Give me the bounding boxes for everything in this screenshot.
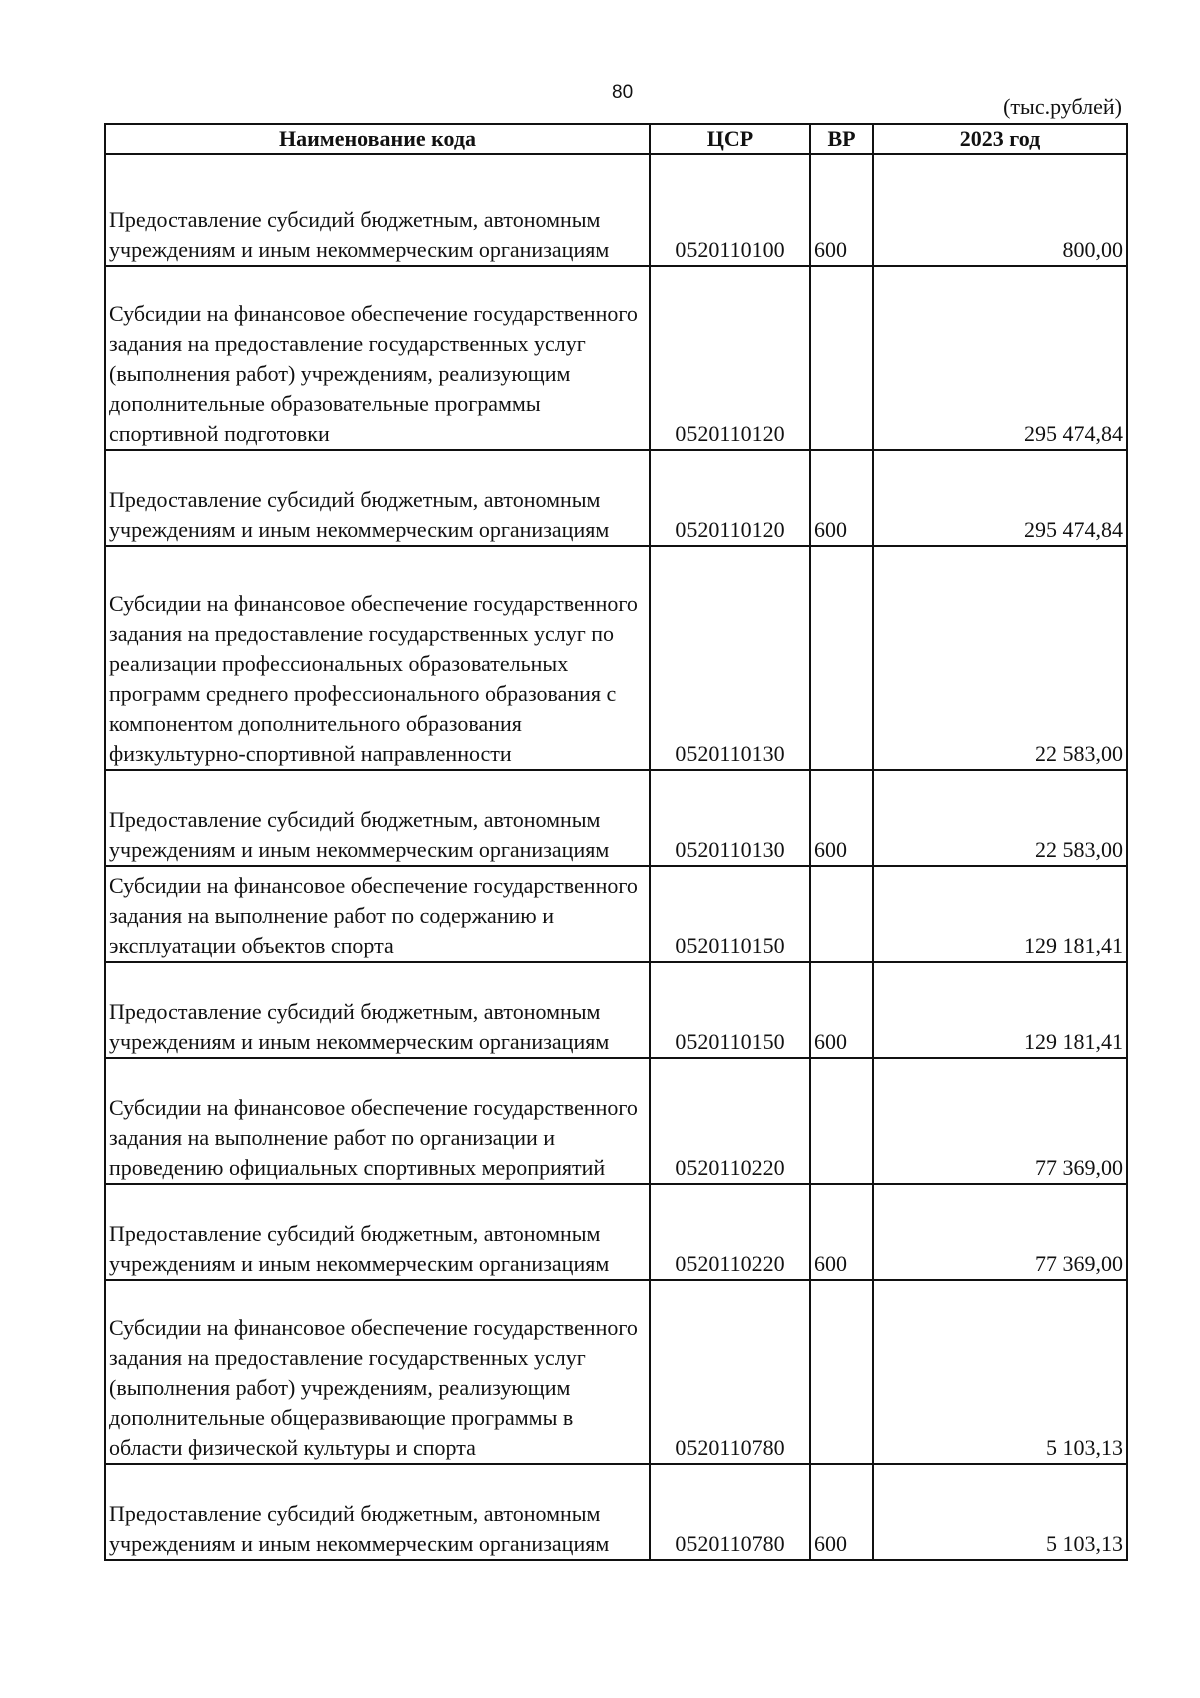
table-row bbox=[105, 154, 1127, 266]
row-sum: 295 474,84 bbox=[873, 450, 1127, 546]
row-name: Предоставление субсидий бюджетным, автономным учреждениям и иным некоммерческим организациям bbox=[105, 450, 650, 546]
row-sum: 77 369,00 bbox=[873, 1058, 1127, 1184]
row-csr: 0520110100 bbox=[650, 154, 810, 266]
row-vr: 600 bbox=[810, 1464, 873, 1560]
row-sum: 295 474,84 bbox=[873, 266, 1127, 450]
row-csr: 0520110780 bbox=[650, 1280, 810, 1464]
row-vr bbox=[810, 266, 873, 450]
row-vr: 600 bbox=[810, 1184, 873, 1280]
table-row bbox=[105, 1280, 1127, 1464]
row-csr: 0520110130 bbox=[650, 770, 810, 866]
table-row bbox=[105, 1184, 1127, 1280]
header-csr: ЦСР bbox=[650, 124, 810, 154]
row-csr: 0520110120 bbox=[650, 266, 810, 450]
page-number: 80 bbox=[612, 82, 634, 103]
header-name: Наименование кода bbox=[105, 124, 650, 154]
row-name: Предоставление субсидий бюджетным, автономным учреждениям и иным некоммерческим организациям bbox=[105, 770, 650, 866]
table-row bbox=[105, 1058, 1127, 1184]
row-vr: 600 bbox=[810, 450, 873, 546]
row-csr: 0520110220 bbox=[650, 1058, 810, 1184]
row-name: Субсидии на финансовое обеспечение государственного задания на предоставление государственных услуг по реализации профессиональных образовательных программ среднего профессионального образования с компонентом дополнительного образования физкультурно-спортивной направленности bbox=[105, 546, 650, 770]
table-row bbox=[105, 266, 1127, 450]
row-name: Предоставление субсидий бюджетным, автономным учреждениям и иным некоммерческим организациям bbox=[105, 1184, 650, 1280]
units-label: (тыс.рублей) bbox=[1003, 94, 1122, 119]
row-vr: 600 bbox=[810, 962, 873, 1058]
row-name: Субсидии на финансовое обеспечение государственного задания на выполнение работ по содержанию и эксплуатации объектов спорта bbox=[105, 866, 650, 962]
row-name: Субсидии на финансовое обеспечение государственного задания на предоставление государственных услуг (выполнения работ) учреждениям, реализующим дополнительные общеразвивающие программы в области физической культуры и спорта bbox=[105, 1280, 650, 1464]
table-row bbox=[105, 450, 1127, 546]
row-name: Субсидии на финансовое обеспечение государственного задания на предоставление государственных услуг (выполнения работ) учреждениям, реализующим дополнительные образовательные программы спортивной подготовки bbox=[105, 266, 650, 450]
table-header-row bbox=[105, 124, 1127, 154]
row-sum: 5 103,13 bbox=[873, 1464, 1127, 1560]
row-name: Предоставление субсидий бюджетным, автономным учреждениям и иным некоммерческим организациям bbox=[105, 1464, 650, 1560]
row-sum: 129 181,41 bbox=[873, 866, 1127, 962]
budget-table bbox=[104, 123, 1128, 1561]
row-sum: 800,00 bbox=[873, 154, 1127, 266]
row-csr: 0520110220 bbox=[650, 1184, 810, 1280]
row-csr: 0520110130 bbox=[650, 546, 810, 770]
row-sum: 5 103,13 bbox=[873, 1280, 1127, 1464]
row-vr bbox=[810, 866, 873, 962]
row-csr: 0520110150 bbox=[650, 962, 810, 1058]
row-name: Субсидии на финансовое обеспечение государственного задания на выполнение работ по организации и проведению официальных спортивных мероприятий bbox=[105, 1058, 650, 1184]
row-name: Предоставление субсидий бюджетным, автономным учреждениям и иным некоммерческим организациям bbox=[105, 962, 650, 1058]
table-row bbox=[105, 1464, 1127, 1560]
header-year: 2023 год bbox=[873, 124, 1127, 154]
row-vr: 600 bbox=[810, 154, 873, 266]
row-sum: 22 583,00 bbox=[873, 546, 1127, 770]
row-vr bbox=[810, 1280, 873, 1464]
row-csr: 0520110780 bbox=[650, 1464, 810, 1560]
row-vr bbox=[810, 546, 873, 770]
row-vr bbox=[810, 1058, 873, 1184]
row-sum: 77 369,00 bbox=[873, 1184, 1127, 1280]
table-row bbox=[105, 770, 1127, 866]
row-csr: 0520110150 bbox=[650, 866, 810, 962]
row-sum: 22 583,00 bbox=[873, 770, 1127, 866]
row-sum: 129 181,41 bbox=[873, 962, 1127, 1058]
row-vr: 600 bbox=[810, 770, 873, 866]
row-name: Предоставление субсидий бюджетным, автономным учреждениям и иным некоммерческим организациям bbox=[105, 154, 650, 266]
table-row bbox=[105, 866, 1127, 962]
header-vr: ВР bbox=[810, 124, 873, 154]
table-row bbox=[105, 546, 1127, 770]
table-row bbox=[105, 962, 1127, 1058]
row-csr: 0520110120 bbox=[650, 450, 810, 546]
